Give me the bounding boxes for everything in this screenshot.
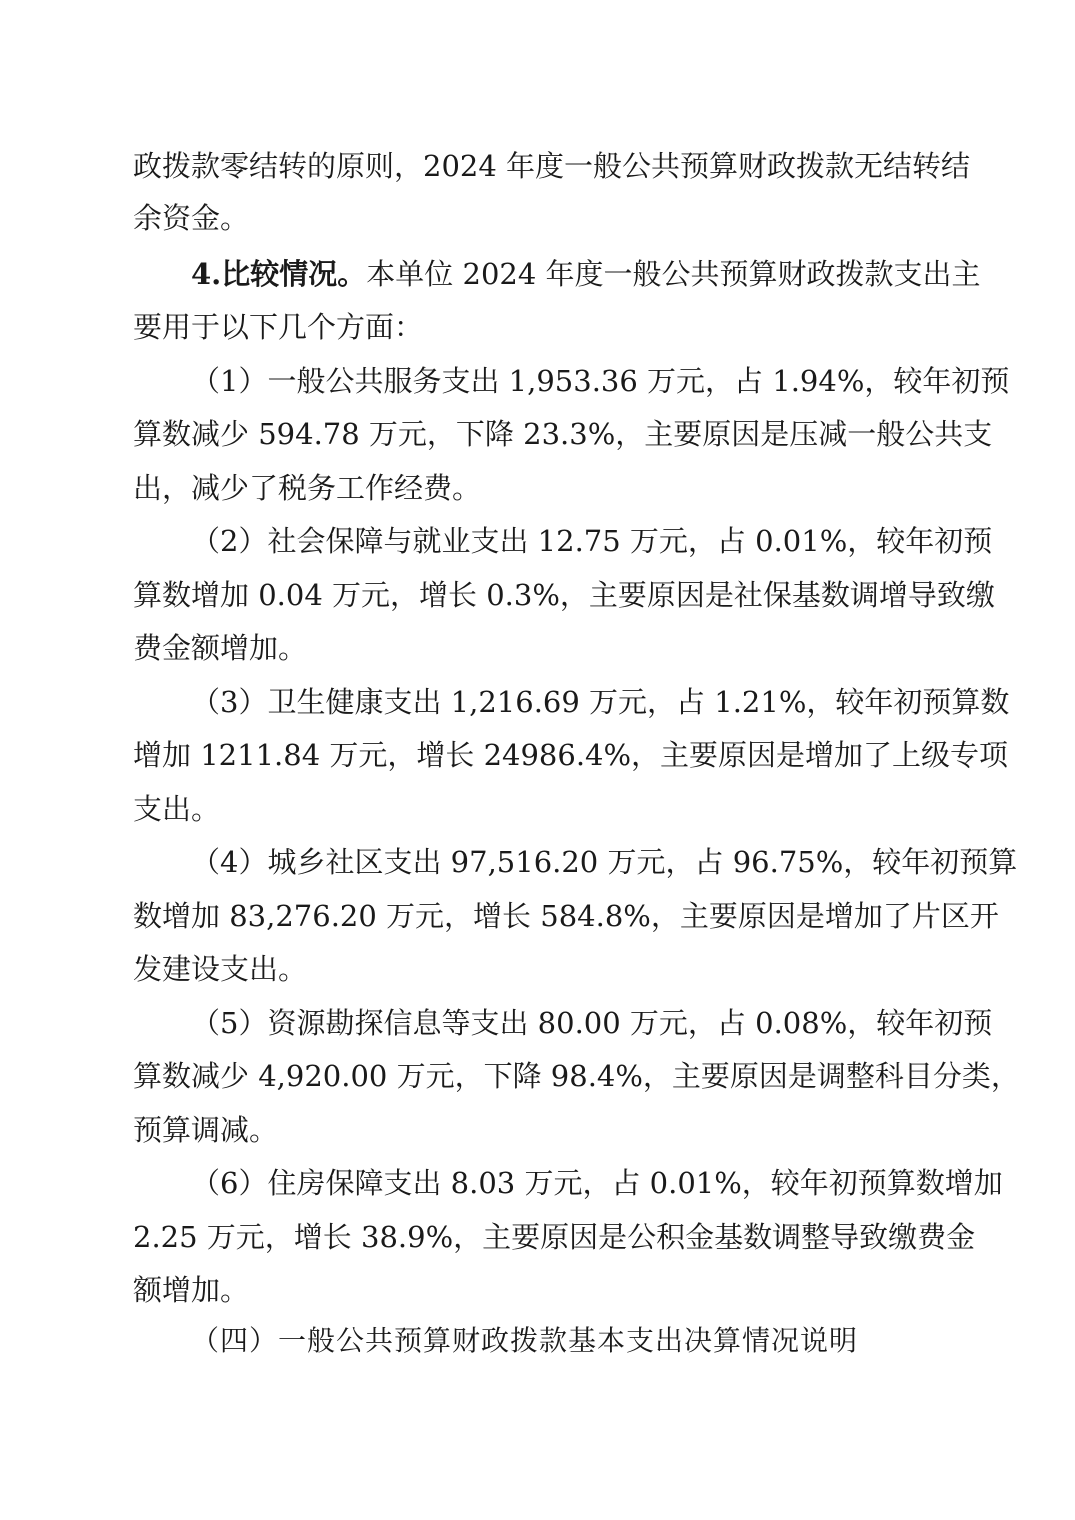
item-3-line-3: 支出。 <box>133 792 221 826</box>
item-2-line-3: 费金额增加。 <box>133 631 308 665</box>
intro-line-1: 政拨款零结转的原则，2024 年度一般公共预算财政拨款无结转结 <box>133 149 971 183</box>
comparison-text: 本单位 2024 年度一般公共预算财政拨款支出主 <box>366 257 981 291</box>
item-6-line-2: 2.25 万元，增长 38.9%，主要原因是公积金基数调整导致缴费金 <box>133 1220 976 1254</box>
item-6-line-1: （6）住房保障支出 8.03 万元，占 0.01%，较年初预算数增加 <box>191 1166 1003 1200</box>
item-3-line-2: 增加 1211.84 万元，增长 24986.4%，主要原因是增加了上级专项 <box>133 738 1009 772</box>
item-1-line-2: 算数减少 594.78 万元，下降 23.3%，主要原因是压减一般公共支 <box>133 417 993 451</box>
comparison-line-1 <box>191 246 981 302</box>
item-5-line-3: 预算调减。 <box>133 1113 279 1147</box>
item-2-line-2: 算数增加 0.04 万元，增长 0.3%，主要原因是社保基数调增导致缴 <box>133 578 995 612</box>
item-4-line-2: 数增加 83,276.20 万元，增长 584.8%，主要原因是增加了片区开 <box>133 899 999 933</box>
item-4-line-3: 发建设支出。 <box>133 952 308 986</box>
comparison-line-2: 要用于以下几个方面： <box>133 310 424 344</box>
item-4-line-1: （4）城乡社区支出 97,516.20 万元，占 96.75%，较年初预算 <box>191 845 1018 879</box>
item-6-line-3: 额增加。 <box>133 1273 250 1307</box>
comparison-lead: 4.比较情况。 <box>191 257 367 291</box>
item-5-line-1: （5）资源勘探信息等支出 80.00 万元，占 0.08%，较年初预 <box>191 1006 993 1040</box>
item-1-line-1: （1）一般公共服务支出 1,953.36 万元，占 1.94%，较年初预 <box>191 364 1010 398</box>
item-3-line-1: （3）卫生健康支出 1,216.69 万元，占 1.21%，较年初预算数 <box>191 685 1010 719</box>
intro-line-2: 余资金。 <box>133 201 250 235</box>
item-2-line-1: （2）社会保障与就业支出 12.75 万元，占 0.01%，较年初预 <box>191 524 993 558</box>
section-heading: （四）一般公共预算财政拨款基本支出决算情况说明 <box>191 1324 859 1357</box>
item-1-line-3: 出，减少了税务工作经费。 <box>133 471 482 505</box>
item-5-line-2: 算数减少 4,920.00 万元，下降 98.4%，主要原因是调整科目分类， <box>133 1059 1020 1093</box>
